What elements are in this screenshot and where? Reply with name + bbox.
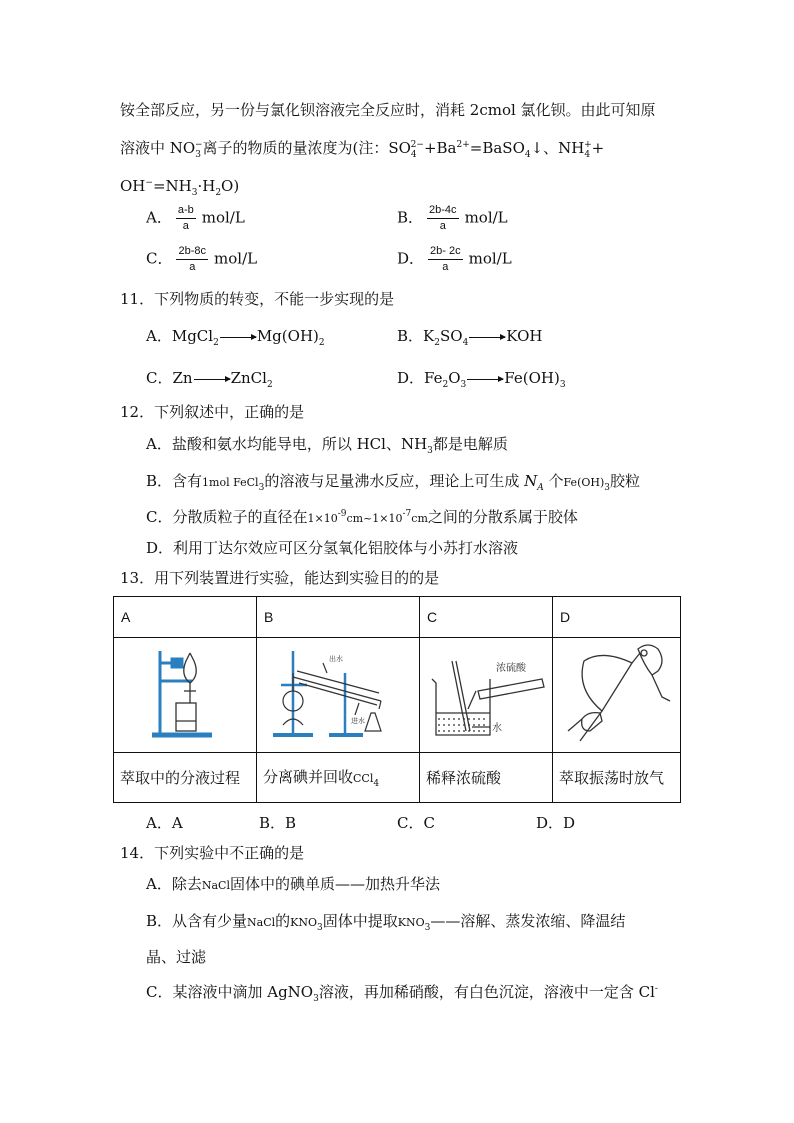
header-c: C: [420, 597, 553, 638]
header-d: D: [553, 597, 681, 638]
arrow-icon: [467, 379, 503, 380]
arrow-icon: [194, 379, 230, 380]
caption-b: 分离碘并回收CCl$_4$: [257, 753, 420, 803]
arrow-icon: [469, 337, 505, 338]
q14-option-b[interactable]: B．从含有少量NaCl的$KNO_3$固体中提取$KNO_3——$溶解、蒸发浓缩、降温结: [146, 912, 626, 933]
label-conc-sulfuric-acid: 浓硫酸: [496, 663, 526, 674]
q13-option-d[interactable]: D．D: [536, 814, 576, 832]
q14-option-c[interactable]: C．某溶液中滴加 AgNO$_3$溶液，再加稀硝酸，有白色沉淀，溶液中一定含 Cl-: [146, 983, 658, 1004]
q10-option-d[interactable]: D． $\frac{2b- 2c}{a}$ mol/L: [397, 245, 512, 273]
caption-a: 萃取中的分液过程: [114, 753, 257, 803]
shaking-funnel-hands-icon: [562, 641, 672, 745]
header-a: A: [114, 597, 257, 638]
q10-line3: $OH^-=NH_3\cdot H_2O$): [120, 177, 240, 198]
q14-option-a[interactable]: A．除去NaCl固体中的碘单质——加热升华法: [146, 875, 440, 893]
q12-option-b[interactable]: B．含有1mol FeCl$_3$的溶液与足量沸水反应，理论上可生成 $N_A$ 个$Fe(OH)_3$胶粒: [146, 472, 641, 493]
q14-option-b-line2: 晶、过滤: [146, 948, 207, 966]
q14-stem: 14．下列实验中不正确的是: [120, 844, 305, 862]
caption-c: 稀释浓硫酸: [420, 753, 553, 803]
separatory-funnel-icon: [150, 643, 220, 743]
q11-option-a[interactable]: A．MgCl$_2$ $Mg(OH)_2$: [146, 327, 325, 348]
header-b: B: [257, 597, 420, 638]
q12-option-d[interactable]: D．利用丁达尔效应可区分氢氧化铝胶体与小苏打水溶液: [146, 539, 519, 557]
q10-option-a[interactable]: A． $\frac{a-b}{a}$ mol/L: [146, 204, 245, 232]
q13-stem: 13．用下列装置进行实验，能达到实验目的的是: [120, 569, 440, 587]
q12-option-a[interactable]: A．盐酸和氨水均能导电，所以 HCl、$NH_3$都是电解质: [146, 435, 508, 456]
label-outflow-water: 出水: [329, 655, 343, 663]
arrow-icon: [220, 337, 256, 338]
q11-option-c[interactable]: C．Zn ZnCl$_2$: [146, 369, 273, 390]
q10-option-b[interactable]: B． $\frac{2b-4c}{a}$ mol/L: [397, 204, 508, 232]
q10-line1: 铵全部反应，另一份与氯化钡溶液完全反应时，消耗 2cmol 氯化钡。由此可知原: [120, 101, 656, 119]
q13-option-b[interactable]: B．B: [259, 814, 297, 832]
q10-line2: 溶液中 $NO_3^-$离子的物质的量浓度为(注：$SO_4^{2-}+Ba^{2+}=BaSO_4↓$、$NH_4^++$: [120, 139, 605, 160]
q12-stem: 12．下列叙述中，正确的是: [120, 403, 305, 421]
q11-stem: 11．下列物质的转变，不能一步实现的是: [120, 290, 395, 308]
q11-option-b[interactable]: B．$K_2SO_4$ KOH: [397, 327, 543, 348]
dilution-beaker-icon: [424, 643, 548, 743]
distillation-apparatus-icon: [263, 643, 413, 743]
q11-option-d[interactable]: D．$Fe_2O_3$ $Fe(OH)_3$: [397, 369, 566, 390]
caption-d: 萃取振荡时放气: [553, 753, 681, 803]
label-inflow-water: 进水: [351, 717, 365, 725]
q13-option-a[interactable]: A．A: [146, 814, 183, 832]
q13-option-c[interactable]: C．C: [397, 814, 435, 832]
label-water: 水: [492, 723, 502, 734]
q10-option-c[interactable]: C． $\frac{2b-8c}{a}$ mol/L: [146, 245, 258, 273]
apparatus-table: [113, 596, 681, 803]
q12-option-c[interactable]: C．分散质粒子的直径在$1\times 10^{-9}cm\sim 1\times 10^{-7}cm$之间的分散系属于胶体: [146, 508, 578, 526]
